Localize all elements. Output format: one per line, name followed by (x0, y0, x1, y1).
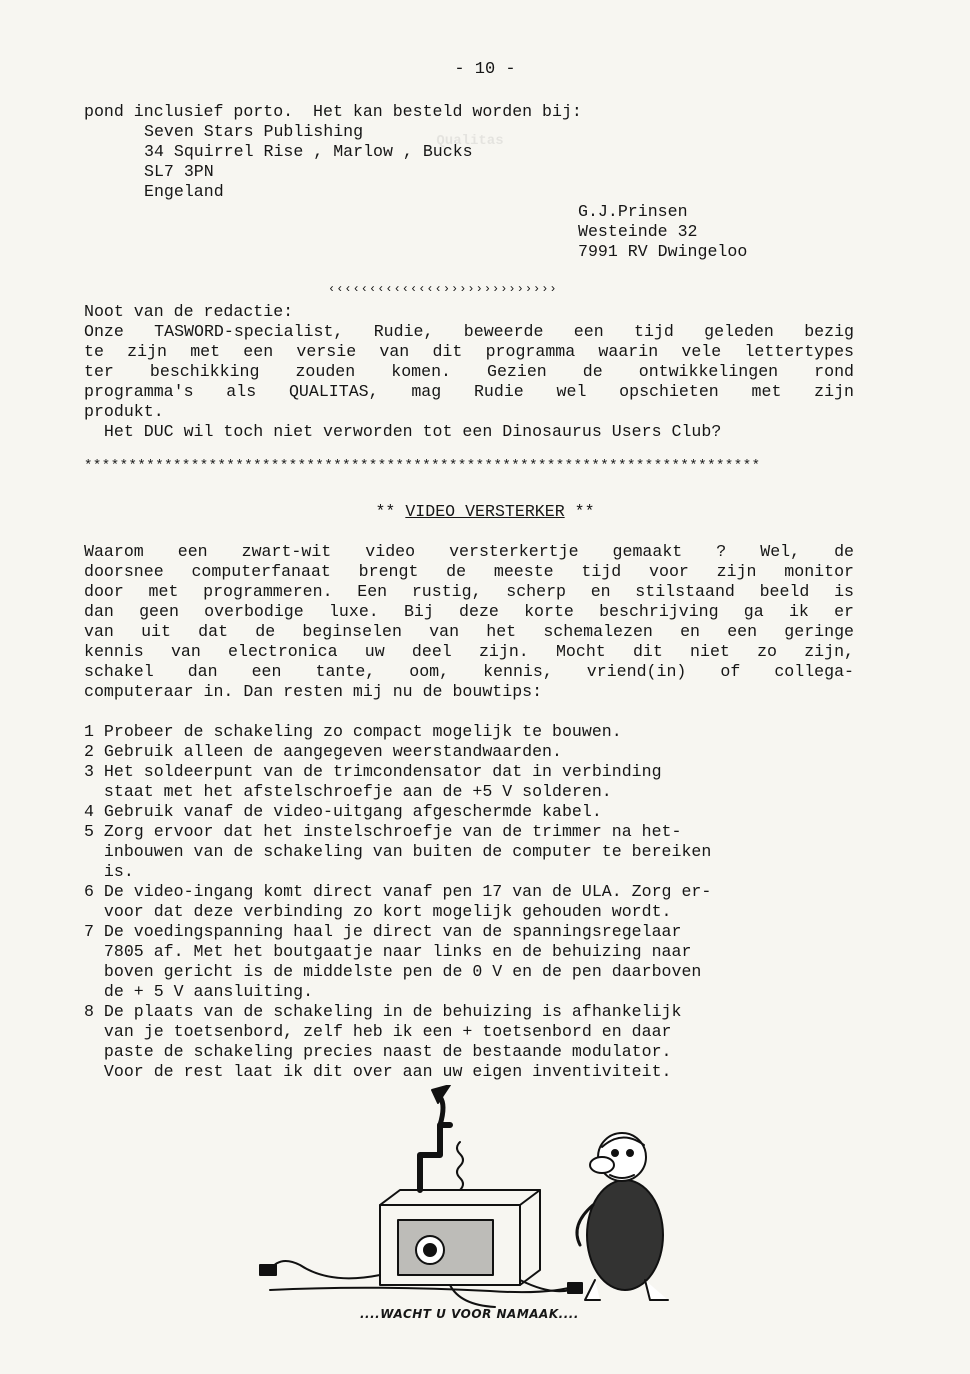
intro-line: pond inclusief porto. Het kan besteld worden bij: (84, 102, 582, 121)
tip-line: voor dat deze verbinding zo kort mogelijk gehouden wordt. (84, 902, 672, 921)
tip-line: 3 Het soldeerpunt van de trimcondensator dat in verbinding (84, 762, 662, 781)
title-text: VIDEO VERSTERKER (405, 502, 565, 521)
tip-line: 5 Zorg ervoor dat het instelschroefje van de trimmer na het- (84, 822, 682, 841)
cartoon-illustration (250, 1085, 710, 1325)
intro-paragraph-line: computeraar in. Dan resten mij nu de bouwtips: (84, 682, 543, 701)
tip-line: inbouwen van de schakeling van buiten de computer te bereiken (84, 842, 712, 861)
star-divider: **************************************************************************** (84, 458, 761, 474)
intro-paragraph-line: Waarom een zwart-wit video versterkertje gemaakt ? Wel, de (84, 542, 854, 561)
tip-line: 4 Gebruik vanaf de video-uitgang afgeschermde kabel. (84, 802, 602, 821)
intro-paragraph-line: dan geen overbodige luxe. Bij deze korte beschrijving ga ik er (84, 602, 854, 621)
tip-line: Voor de rest laat ik dit over aan uw eigen inventiviteit. (84, 1062, 672, 1081)
bleed-heading: Qualitas (436, 133, 504, 149)
author-street: Westeinde 32 (578, 222, 698, 241)
cartoon-figure-body (587, 1180, 663, 1290)
tip-line: van je toetsenbord, zelf heb ik een + toetsenbord en daar (84, 1022, 672, 1041)
chevron-separator: ‹‹‹‹‹‹‹‹‹‹‹‹‹‹›››››››››››››› (328, 282, 558, 296)
page-number: - 10 - (454, 60, 516, 79)
tip-line: 6 De video-ingang komt direct vanaf pen 17 van de ULA. Zorg er- (84, 882, 712, 901)
author-city: 7991 RV Dwingeloo (578, 242, 748, 261)
intro-paragraph-line: schakel dan een tante, oom, kennis, vriend(in) of collega- (84, 662, 854, 681)
address-line: 34 Squirrel Rise , Marlow , Bucks (144, 142, 473, 161)
note-line: ter beschikking zouden komen. Gezien de ontwikkelingen rond (84, 362, 854, 381)
cartoon-pipe (420, 1125, 450, 1190)
author-name: G.J.Prinsen (578, 202, 688, 221)
note-line: produkt. (84, 402, 164, 421)
cartoon-caption: ....WACHT U VOOR NAMAAK.... (360, 1307, 579, 1321)
tip-line: 8 De plaats van de schakeling in de behuizing is afhankelijk (84, 1002, 682, 1021)
note-heading: Noot van de redactie: (84, 302, 294, 321)
article-title (0, 502, 970, 521)
intro-paragraph-line: door met programmeren. Een rustig, scherp en stilstaand beeld is (84, 582, 854, 601)
intro-paragraph-line: van uit dat de beginselen van het schemalezen en een geringe (84, 622, 854, 641)
intro-paragraph-line: kennis van electronica uw deel zijn. Mocht dit niet zo zijn, (84, 642, 854, 661)
tip-line: is. (84, 862, 134, 881)
tip-line: 7805 af. Met het boutgaatje naar links en de behuizing naar (84, 942, 692, 961)
title-stars-left: ** (375, 502, 406, 521)
tip-line: staat met het afstelschroefje aan de +5 V solderen. (84, 782, 612, 801)
intro-paragraph-line: doorsnee computerfanaat brengt de meeste tijd voor zijn monitor (84, 562, 854, 581)
note-line: te zijn met een versie van dit programma waarin vele lettertypes (84, 342, 854, 361)
tip-line: de + 5 V aansluiting. (84, 982, 314, 1001)
address-line: Seven Stars Publishing (144, 122, 364, 141)
tip-line: paste de schakeling precies naast de bestaande modulator. (84, 1042, 672, 1061)
address-line: Engeland (144, 182, 224, 201)
title-stars-right: ** (564, 502, 595, 521)
tip-line: 1 Probeer de schakeling zo compact mogelijk te bouwen. (84, 722, 622, 741)
note-line: Onze TASWORD-specialist, Rudie, beweerde een tijd geleden bezig (84, 322, 854, 341)
tip-line: 7 De voedingspanning haal je direct van de spanningsregelaar (84, 922, 682, 941)
address-line: SL7 3PN (144, 162, 214, 181)
cartoon-cable (270, 1261, 380, 1278)
note-line: programma's als QUALITAS, mag Rudie wel opschieten met zijn (84, 382, 854, 401)
tip-line: boven gericht is de middelste pen de 0 V en de pen daarboven (84, 962, 702, 981)
cartoon-coil (457, 1142, 463, 1190)
note-closing: Het DUC wil toch niet verworden tot een Dinosaurus Users Club? (84, 422, 722, 441)
tip-line: 2 Gebruik alleen de aangegeven weerstandwaarden. (84, 742, 562, 761)
